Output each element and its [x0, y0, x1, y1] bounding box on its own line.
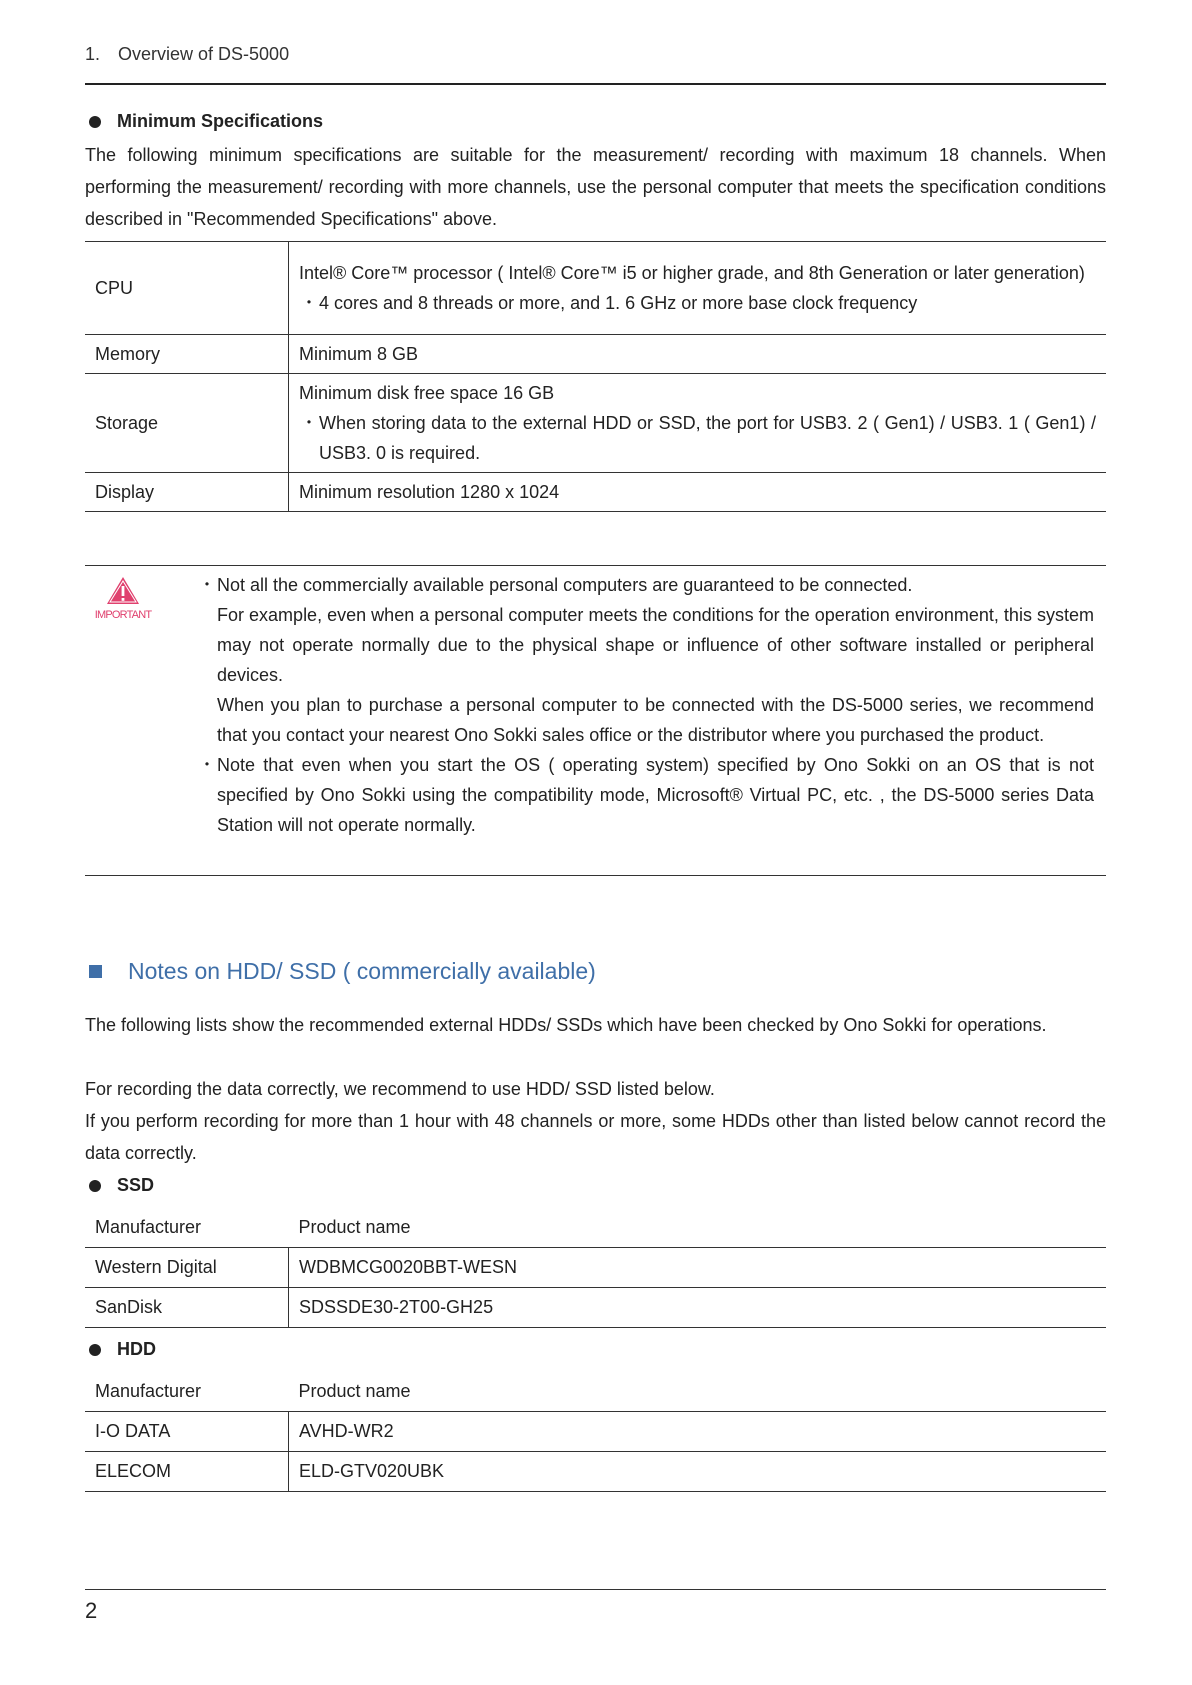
important-text — [197, 570, 1094, 840]
svg-text:IMPORTANT: IMPORTANT — [95, 609, 152, 621]
spec-bullet-line — [299, 288, 1096, 318]
spec-row-cpu — [85, 242, 1106, 335]
manufacturer-cell: SanDisk — [85, 1288, 289, 1328]
spec-row-storage — [85, 374, 1106, 473]
column-header-manufacturer: Manufacturer — [95, 1217, 202, 1237]
manufacturer-cell: ELECOM — [85, 1452, 289, 1492]
spec-value — [289, 335, 1107, 374]
column-header-manufacturer: Manufacturer — [95, 1381, 202, 1401]
spec-value-line: Intel® Core™ processor ( Intel® Core™ i5 or higher grade, and 8th Generation or later generation) — [299, 263, 1085, 283]
hdd-heading: HDD — [117, 1339, 156, 1359]
page-header: 1. Overview of DS-5000 — [85, 44, 290, 64]
table-header-row — [85, 1372, 1106, 1412]
spec-bullet-text: 4 cores and 8 threads or more, and 1. 6 GHz or more base clock frequency — [319, 293, 918, 313]
spec-bullet-line — [299, 408, 1096, 468]
min-spec-heading-row — [85, 111, 323, 132]
spec-value-line: Minimum 8 GB — [299, 344, 419, 364]
column-header-product: Product name — [298, 1217, 411, 1237]
header-rule — [85, 83, 1106, 85]
middle-dot-icon: ・ — [198, 755, 216, 775]
product-cell: SDSSDE30-2T00-GH25 — [289, 1288, 1107, 1328]
footer-rule — [85, 1589, 1106, 1590]
table-row — [85, 1452, 1106, 1492]
middle-dot-icon: ・ — [300, 413, 318, 433]
hdd-section-title-row — [89, 958, 596, 985]
square-bullet-icon — [89, 965, 102, 978]
spec-label: Storage — [85, 374, 289, 473]
min-spec-table — [85, 241, 1106, 512]
important-item — [197, 570, 1094, 750]
spec-row-memory — [85, 335, 1106, 374]
important-notice — [85, 565, 1106, 876]
middle-dot-icon: ・ — [198, 575, 216, 595]
hdd-para: For recording the data correctly, we recommend to use HDD/ SSD listed below. — [85, 1079, 715, 1099]
important-item — [197, 750, 1094, 840]
spec-value-line: Minimum disk free space 16 GB — [299, 383, 555, 403]
ssd-table — [85, 1208, 1106, 1328]
spec-value-line: Minimum resolution 1280 x 1024 — [299, 482, 560, 502]
hdd-heading-row — [85, 1339, 156, 1360]
min-spec-heading: Minimum Specifications — [117, 111, 324, 131]
bullet-dot-icon — [89, 116, 101, 128]
spec-value — [289, 473, 1107, 512]
important-paragraph: For example, even when a personal computer meets the conditions for the operation environment, this system may not operate normally due to the physical shape or influence of other software installed or peripheral devices. — [217, 605, 1094, 685]
table-header-row — [85, 1208, 1106, 1248]
important-paragraph: Note that even when you start the OS ( operating system) specified by Ono Sokki on an OS that is not specified by Ono Sokki using the compatibility mode, Microsoft® Virtual PC, etc. , the DS-5000 series Data Station will not operate normally. — [217, 755, 1094, 835]
product-cell: ELD-GTV020UBK — [289, 1452, 1107, 1492]
spec-value — [289, 242, 1107, 335]
spec-bullet-text: When storing data to the external HDD or SSD, the port for USB3. 2 ( Gen1) / USB3. 1 ( Gen1) / USB3. 0 is required. — [319, 413, 1096, 463]
bullet-dot-icon — [89, 1180, 101, 1192]
product-cell: AVHD-WR2 — [289, 1412, 1107, 1452]
hdd-table — [85, 1372, 1106, 1492]
important-paragraph: When you plan to purchase a personal computer to be connected with the DS-5000 series, we recommend that you contact your nearest Ono Sokki sales office or the distributor where you purchased the product. — [217, 695, 1094, 745]
min-spec-intro: The following minimum specifications are suitable for the measurement/ recording with maximum 18 channels. When performing the measurement/ recording with more channels, use the personal computer that meets the specification conditions described in "Recommended Specifications" above. — [85, 145, 1106, 229]
spec-label: Display — [85, 473, 289, 512]
manufacturer-cell: I-O DATA — [85, 1412, 289, 1452]
ssd-heading: SSD — [117, 1175, 155, 1195]
middle-dot-icon: ・ — [300, 293, 318, 313]
spec-row-display — [85, 473, 1106, 512]
table-row — [85, 1412, 1106, 1452]
manufacturer-cell: Western Digital — [85, 1248, 289, 1288]
hdd-para: If you perform recording for more than 1 hour with 48 channels or more, some HDDs other than listed below cannot record the data correctly. — [85, 1111, 1106, 1163]
table-row — [85, 1248, 1106, 1288]
hdd-para: The following lists show the recommended external HDDs/ SSDs which have been checked by Ono Sokki for operations. — [85, 1015, 1047, 1035]
important-paragraph: Not all the commercially available personal computers are guaranteed to be connected. — [217, 575, 913, 595]
page-number: 2 — [85, 1598, 98, 1623]
product-cell: WDBMCG0020BBT-WESN — [289, 1248, 1107, 1288]
ssd-heading-row — [85, 1175, 154, 1196]
important-icon — [95, 574, 155, 622]
table-row — [85, 1288, 1106, 1328]
bullet-dot-icon — [89, 1344, 101, 1356]
column-header-product: Product name — [298, 1381, 411, 1401]
spec-value — [289, 374, 1107, 473]
spec-label: Memory — [85, 335, 289, 374]
hdd-section-title: Notes on HDD/ SSD ( commercially available) — [128, 958, 596, 984]
document-page — [85, 0, 1106, 1685]
spec-label: CPU — [85, 242, 289, 335]
